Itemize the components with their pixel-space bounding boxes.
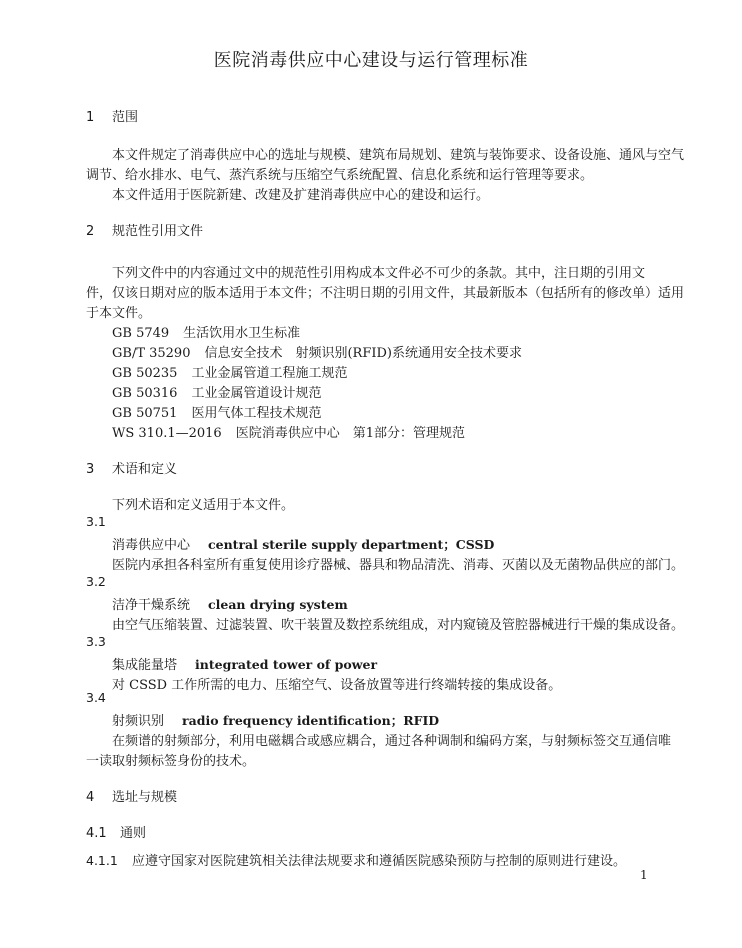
document-title: 医院消毒供应中心建设与运行管理标准 — [213, 50, 529, 71]
section-2-number: 2 — [86, 224, 95, 239]
term-chinese: 集成能量塔 — [112, 658, 178, 673]
section-2-heading — [86, 220, 203, 239]
section-4-heading — [86, 786, 177, 805]
reference-name: 工业金属管道设计规范 — [191, 386, 322, 401]
term-heading — [112, 654, 377, 673]
term-number: 3.4 — [86, 690, 106, 705]
term-definition-continued: 一读取射频标签身份的技术。 — [86, 754, 256, 769]
term-english: radio frequency identification；RFID — [182, 713, 440, 728]
clause-4-1-1 — [86, 850, 626, 869]
subsection-number: 4.1 — [86, 826, 107, 841]
term-number: 3.1 — [86, 514, 106, 529]
reference-name: 医院消毒供应中心 第1部分：管理规范 — [235, 426, 465, 441]
section-2-title: 规范性引用文件 — [112, 224, 204, 239]
term-heading — [112, 534, 494, 553]
section-1-paragraph-line: 本文件规定了消毒供应中心的选址与规模、建筑布局规划、建筑与装饰要求、设备设施、通风与空气 — [112, 148, 685, 163]
reference-item — [112, 362, 347, 381]
term-definition: 由空气压缩装置、过滤装置、吹干装置及数控系统组成，对内窥镜及管腔器械进行干燥的集成设备。 — [112, 618, 685, 633]
reference-code: GB 50235 — [112, 366, 178, 381]
term-heading — [112, 594, 348, 613]
section-3-intro: 下列术语和定义适用于本文件。 — [112, 498, 295, 513]
term-definition: 医院内承担各科室所有重复使用诊疗器械、器具和物品清洗、消毒、灭菌以及无菌物品供应的部门。 — [112, 558, 685, 573]
section-1-paragraph-line: 调节、给水排水、电气、蒸汽系统与压缩空气系统配置、信息化系统和运行管理等要求。 — [86, 168, 594, 183]
term-definition: 对 CSSD 工作所需的电力、压缩空气、设备放置等进行终端转接的集成设备。 — [112, 678, 562, 693]
term-english: integrated tower of power — [195, 657, 378, 672]
section-4-number: 4 — [86, 790, 95, 805]
term-chinese: 射频识别 — [112, 714, 165, 729]
reference-code: WS 310.1—2016 — [112, 426, 222, 441]
section-3-heading — [86, 458, 177, 477]
clause-number: 4.1.1 — [86, 853, 118, 868]
page-number: 1 — [640, 868, 648, 882]
reference-code: GB 50316 — [112, 386, 178, 401]
term-number: 3.3 — [86, 634, 106, 649]
section-1-paragraph: 本文件适用于医院新建、改建及扩建消毒供应中心的建设和运行。 — [112, 188, 490, 203]
clause-text: 应遵守国家对医院建筑相关法律法规要求和遵循医院感染预防与控制的原则进行建设。 — [132, 854, 627, 869]
reference-name: 信息安全技术 射频识别(RFID)系统通用安全技术要求 — [204, 346, 522, 361]
subsection-title: 通则 — [120, 826, 147, 841]
section-1-heading — [86, 106, 138, 125]
section-1-title: 范围 — [112, 110, 139, 125]
term-english: clean drying system — [208, 597, 348, 612]
reference-item — [112, 402, 321, 421]
term-number: 3.2 — [86, 574, 106, 589]
reference-code: GB/T 35290 — [112, 346, 191, 361]
term-heading — [112, 710, 439, 729]
reference-name: 工业金属管道工程施工规范 — [191, 366, 348, 381]
reference-name: 医用气体工程技术规范 — [191, 406, 322, 421]
reference-item — [112, 422, 465, 441]
section-3-number: 3 — [86, 462, 95, 477]
reference-item — [112, 322, 300, 341]
section-3-title: 术语和定义 — [112, 462, 178, 477]
section-2-paragraph-line: 件，仅该日期对应的版本适用于本文件；不注明日期的引用文件，其最新版本（包括所有的修改单）适用 — [86, 286, 685, 301]
term-chinese: 消毒供应中心 — [112, 538, 191, 553]
section-2-paragraph-line: 于本文件。 — [86, 306, 152, 321]
subsection-4-1-heading — [86, 822, 146, 841]
section-4-title: 选址与规模 — [112, 790, 178, 805]
reference-item — [112, 342, 522, 361]
term-chinese: 洁净干燥系统 — [112, 598, 191, 613]
section-1-number: 1 — [86, 110, 95, 125]
reference-name: 生活饮用水卫生标准 — [183, 326, 301, 341]
reference-item — [112, 382, 321, 401]
reference-code: GB 5749 — [112, 326, 170, 341]
term-english: central sterile supply department；CSSD — [208, 537, 495, 552]
reference-code: GB 50751 — [112, 406, 178, 421]
term-definition: 在频谱的射频部分，利用电磁耦合或感应耦合，通过各种调制和编码方案，与射频标签交互通信唯 — [112, 734, 672, 749]
section-2-paragraph-line: 下列文件中的内容通过文中的规范性引用构成本文件必不可少的条款。其中，注日期的引用文 — [112, 266, 646, 281]
